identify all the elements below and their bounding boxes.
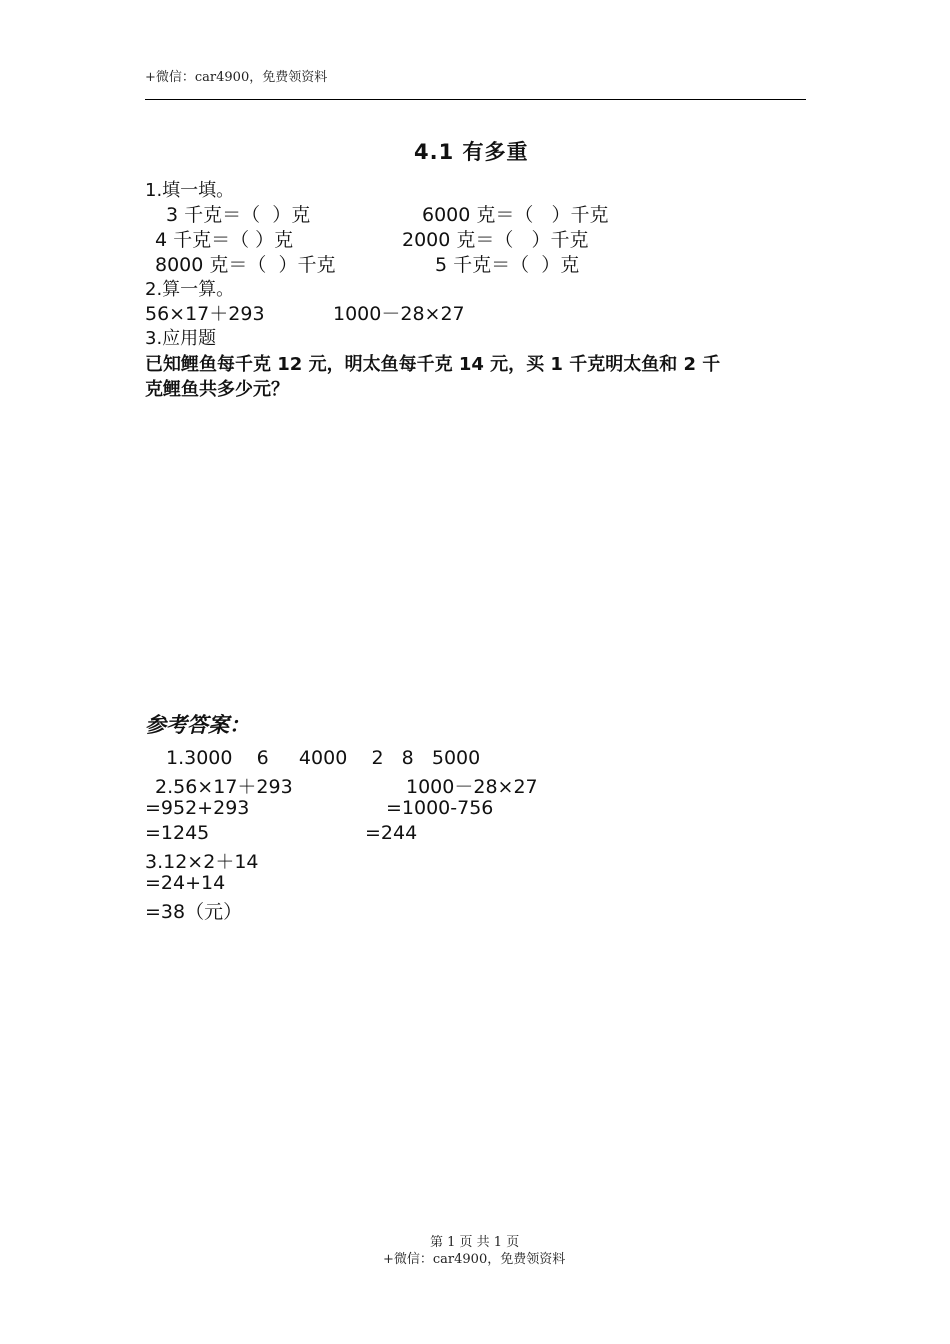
fill-row-3-left: 8000 克＝（ ）千克: [155, 254, 336, 276]
calc-expression-2: 1000－28×27: [333, 303, 465, 325]
answer-4-left: =1245: [145, 822, 210, 844]
answer-6: =24+14: [145, 872, 226, 894]
word-problem-line-1: 已知鲤鱼每千克 12 元，明太鱼每千克 14 元，买 1 千克明太鱼和 2 千: [145, 354, 721, 375]
answer-1: 1.3000 6 4000 2 8 5000: [166, 747, 481, 769]
calc-expression-1: 56×17＋293: [145, 303, 265, 325]
fill-row-3-right: 5 千克＝（ ）克: [435, 254, 580, 276]
page-number: 第 1 页 共 1 页: [430, 1235, 520, 1250]
word-problem-line-2: 克鲤鱼共多少元？: [145, 379, 289, 400]
fill-row-2-right: 2000 克＝（ ）千克: [402, 229, 589, 251]
fill-row-1-left: 3 千克＝（ ）克: [166, 204, 311, 226]
answer-5: 3.12×2＋14: [145, 851, 259, 873]
section3-heading: 3.应用题: [145, 328, 217, 349]
answer-3-left: =952+293: [145, 797, 250, 819]
fill-row-2-left: 4 千克＝（ ）克: [155, 229, 294, 251]
page-title: 4.1 有多重: [414, 140, 529, 164]
answer-4-right: =244: [365, 822, 418, 844]
page-header: +微信：car4900，免费领资料: [145, 70, 328, 85]
answer-2-left: 2.56×17＋293: [155, 776, 293, 798]
page-footer: +微信：car4900，免费领资料: [383, 1252, 566, 1267]
answer-7: =38（元）: [145, 901, 243, 923]
section2-heading: 2.算一算。: [145, 279, 235, 300]
answers-heading: 参考答案：: [145, 713, 250, 737]
fill-row-1-right: 6000 克＝（ ）千克: [422, 204, 609, 226]
answer-3-right: =1000-756: [386, 797, 494, 819]
section1-heading: 1.填一填。: [145, 180, 235, 201]
header-rule: [145, 99, 806, 100]
answer-2-right: 1000－28×27: [406, 776, 538, 798]
